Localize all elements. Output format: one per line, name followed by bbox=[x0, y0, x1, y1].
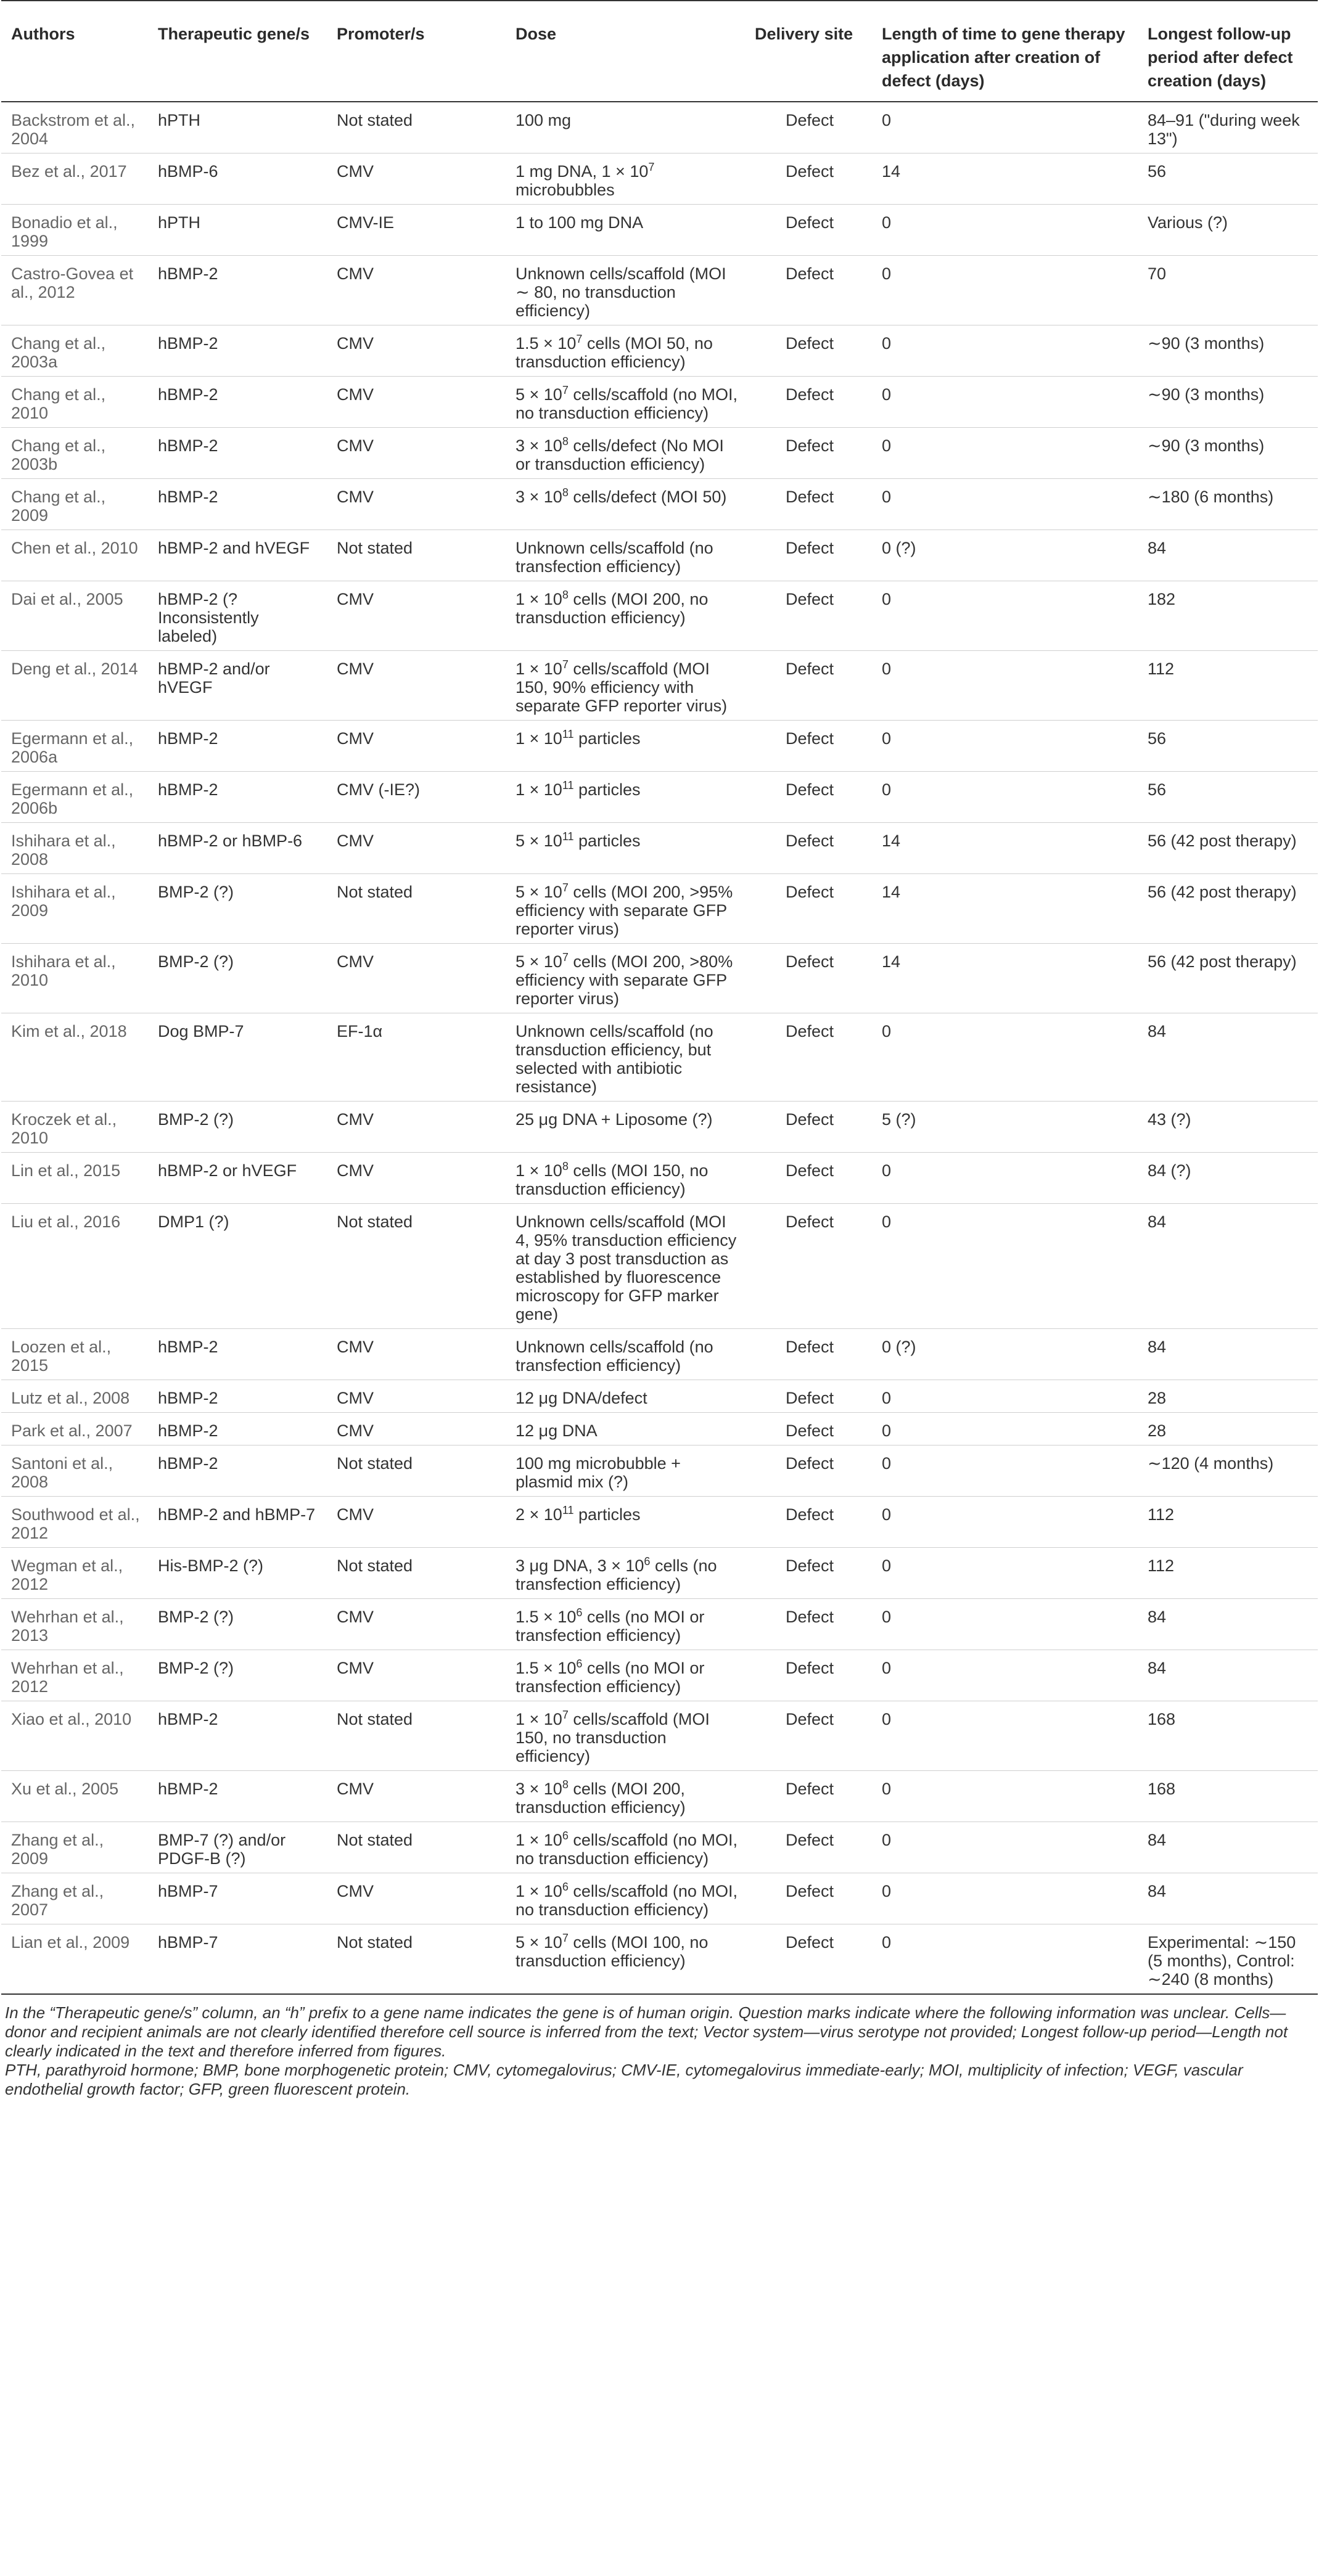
cell-author: Wegman et al., 2012 bbox=[1, 1548, 148, 1599]
cell-gene: DMP1 (?) bbox=[148, 1204, 327, 1329]
cell-delivery-site: Defect bbox=[745, 1153, 872, 1204]
cell-author: Xiao et al., 2010 bbox=[1, 1701, 148, 1771]
cell-dose: Unknown cells/scaffold (no transduction efficiency, but selected with antibiotic resistance) bbox=[506, 1013, 745, 1102]
cell-gene: hBMP-7 bbox=[148, 1873, 327, 1924]
cell-dose: $1 \times 10^6$ cells/scaffold (no MOI, no transduction efficiency) bbox=[506, 1822, 745, 1873]
cell-author: Southwood et al., 2012 bbox=[1, 1497, 148, 1548]
header-delivery-site: Delivery site bbox=[745, 1, 872, 102]
cell-delivery-site: Defect bbox=[745, 1413, 872, 1445]
cell-follow-up: 56 (42 post therapy) bbox=[1138, 944, 1318, 1013]
table-row bbox=[1, 153, 1318, 205]
abbreviations-text: PTH, parathyroid hormone; BMP, bone morphogenetic protein; CMV, cytomegalovirus; CMV-IE, cytomegalovirus immediate-early; MOI, multiplicity of infection; VEGF, vascular endothelial growth factor; GFP, green fluorescent protein. bbox=[5, 2061, 1243, 2098]
cell-follow-up: 84 bbox=[1138, 530, 1318, 581]
cell-time-to-application: 0 bbox=[872, 1548, 1138, 1599]
cell-delivery-site: Defect bbox=[745, 428, 872, 479]
cell-dose: $1.5 \times 10^6$ cells (no MOI or transfection efficiency) bbox=[506, 1650, 745, 1701]
cell-delivery-site: Defect bbox=[745, 1102, 872, 1153]
table-row bbox=[1, 651, 1318, 721]
cell-promoter: Not stated bbox=[327, 874, 506, 944]
cell-time-to-application: 0 bbox=[872, 1822, 1138, 1873]
cell-gene: hPTH bbox=[148, 205, 327, 256]
cell-gene: hPTH bbox=[148, 102, 327, 153]
cell-promoter: CMV bbox=[327, 1153, 506, 1204]
cell-follow-up: 84 bbox=[1138, 1873, 1318, 1924]
cell-follow-up: Various (?) bbox=[1138, 205, 1318, 256]
cell-author: Ishihara et al., 2008 bbox=[1, 823, 148, 874]
table-row bbox=[1, 1701, 1318, 1771]
cell-author: Chang et al., 2003a bbox=[1, 325, 148, 377]
gene-therapy-table bbox=[1, 0, 1318, 1995]
cell-time-to-application: 0 bbox=[872, 1599, 1138, 1650]
cell-gene: hBMP-2 bbox=[148, 1771, 327, 1822]
header-row bbox=[1, 1, 1318, 102]
cell-gene: hBMP-2 bbox=[148, 1380, 327, 1413]
cell-dose: Unknown cells/scaffold (no transfection efficiency) bbox=[506, 1329, 745, 1380]
cell-dose: 1 mg DNA, $1 \times 10^7$ microbubbles bbox=[506, 153, 745, 205]
cell-promoter: Not stated bbox=[327, 1204, 506, 1329]
cell-author: Ishihara et al., 2010 bbox=[1, 944, 148, 1013]
cell-author: Bez et al., 2017 bbox=[1, 153, 148, 205]
cell-follow-up: 28 bbox=[1138, 1413, 1318, 1445]
cell-follow-up: 43 (?) bbox=[1138, 1102, 1318, 1153]
cell-gene: BMP-2 (?) bbox=[148, 1102, 327, 1153]
cell-follow-up: 56 bbox=[1138, 153, 1318, 205]
cell-delivery-site: Defect bbox=[745, 1924, 872, 1995]
cell-promoter: CMV bbox=[327, 256, 506, 325]
cell-time-to-application: 14 bbox=[872, 153, 1138, 205]
cell-promoter: CMV bbox=[327, 479, 506, 530]
cell-promoter: CMV bbox=[327, 651, 506, 721]
cell-promoter: CMV bbox=[327, 325, 506, 377]
cell-dose: $1 \times 10^8$ cells (MOI 200, no transduction efficiency) bbox=[506, 581, 745, 651]
table-row bbox=[1, 1329, 1318, 1380]
table-row bbox=[1, 1445, 1318, 1497]
cell-follow-up: 168 bbox=[1138, 1771, 1318, 1822]
cell-dose: $5 \times 10^7$ cells (MOI 100, no transduction efficiency) bbox=[506, 1924, 745, 1995]
cell-gene: hBMP-2 bbox=[148, 1413, 327, 1445]
cell-delivery-site: Defect bbox=[745, 1548, 872, 1599]
cell-dose: $1 \times 10^8$ cells (MOI 150, no transduction efficiency) bbox=[506, 1153, 745, 1204]
cell-follow-up: 112 bbox=[1138, 651, 1318, 721]
cell-delivery-site: Defect bbox=[745, 1329, 872, 1380]
cell-time-to-application: 5 (?) bbox=[872, 1102, 1138, 1153]
cell-delivery-site: Defect bbox=[745, 1599, 872, 1650]
cell-delivery-site: Defect bbox=[745, 153, 872, 205]
cell-follow-up: 84 bbox=[1138, 1013, 1318, 1102]
cell-gene: hBMP-6 bbox=[148, 153, 327, 205]
cell-promoter: CMV (-IE?) bbox=[327, 772, 506, 823]
cell-author: Lin et al., 2015 bbox=[1, 1153, 148, 1204]
table-row bbox=[1, 1548, 1318, 1599]
cell-follow-up: 56 bbox=[1138, 772, 1318, 823]
cell-promoter: CMV bbox=[327, 1329, 506, 1380]
cell-gene: BMP-2 (?) bbox=[148, 1650, 327, 1701]
cell-author: Lutz et al., 2008 bbox=[1, 1380, 148, 1413]
header-time-to-application: Length of time to gene therapy application after creation of defect (days) bbox=[872, 1, 1138, 102]
cell-follow-up: ∼90 (3 months) bbox=[1138, 428, 1318, 479]
cell-gene: BMP-2 (?) bbox=[148, 944, 327, 1013]
table-row bbox=[1, 1013, 1318, 1102]
cell-gene: hBMP-7 bbox=[148, 1924, 327, 1995]
table-row bbox=[1, 1822, 1318, 1873]
cell-delivery-site: Defect bbox=[745, 1822, 872, 1873]
cell-promoter: EF-1α bbox=[327, 1013, 506, 1102]
cell-promoter: Not stated bbox=[327, 1822, 506, 1873]
cell-time-to-application: 0 bbox=[872, 479, 1138, 530]
cell-time-to-application: 0 bbox=[872, 1497, 1138, 1548]
cell-gene: hBMP-2 (? Inconsistently labeled) bbox=[148, 581, 327, 651]
cell-gene: hBMP-2 bbox=[148, 377, 327, 428]
cell-time-to-application: 0 bbox=[872, 205, 1138, 256]
cell-delivery-site: Defect bbox=[745, 1771, 872, 1822]
cell-time-to-application: 0 (?) bbox=[872, 530, 1138, 581]
table-row bbox=[1, 944, 1318, 1013]
cell-dose: 100 mg bbox=[506, 102, 745, 153]
cell-author: Santoni et al., 2008 bbox=[1, 1445, 148, 1497]
cell-delivery-site: Defect bbox=[745, 1650, 872, 1701]
cell-dose: $1 \times 10^{11}$ particles bbox=[506, 772, 745, 823]
table-row bbox=[1, 1380, 1318, 1413]
cell-follow-up: Experimental: ∼150 (5 months), Control: ∼240 (8 months) bbox=[1138, 1924, 1318, 1995]
cell-author: Egermann et al., 2006a bbox=[1, 721, 148, 772]
cell-promoter: Not stated bbox=[327, 1548, 506, 1599]
cell-time-to-application: 0 bbox=[872, 1413, 1138, 1445]
cell-gene: hBMP-2 bbox=[148, 325, 327, 377]
cell-dose: $1.5 \times 10^6$ cells (no MOI or transfection efficiency) bbox=[506, 1599, 745, 1650]
table-body bbox=[1, 102, 1318, 1994]
cell-time-to-application: 0 bbox=[872, 377, 1138, 428]
cell-delivery-site: Defect bbox=[745, 823, 872, 874]
cell-time-to-application: 0 (?) bbox=[872, 1329, 1138, 1380]
cell-promoter: CMV bbox=[327, 153, 506, 205]
cell-promoter: Not stated bbox=[327, 530, 506, 581]
cell-delivery-site: Defect bbox=[745, 479, 872, 530]
cell-dose: $3 \times 10^8$ cells/defect (MOI 50) bbox=[506, 479, 745, 530]
cell-gene: hBMP-2 bbox=[148, 256, 327, 325]
cell-promoter: CMV bbox=[327, 1380, 506, 1413]
cell-follow-up: 56 (42 post therapy) bbox=[1138, 874, 1318, 944]
cell-gene: hBMP-2 or hVEGF bbox=[148, 1153, 327, 1204]
cell-follow-up: ∼90 (3 months) bbox=[1138, 377, 1318, 428]
cell-gene: His-BMP-2 (?) bbox=[148, 1548, 327, 1599]
table-row bbox=[1, 1497, 1318, 1548]
cell-delivery-site: Defect bbox=[745, 1013, 872, 1102]
table-footnote bbox=[1, 1995, 1318, 2099]
header-dose: Dose bbox=[506, 1, 745, 102]
cell-gene: hBMP-2 or hBMP-6 bbox=[148, 823, 327, 874]
cell-dose: 1 to 100 mg DNA bbox=[506, 205, 745, 256]
cell-follow-up: 56 bbox=[1138, 721, 1318, 772]
cell-author: Chen et al., 2010 bbox=[1, 530, 148, 581]
cell-follow-up: 84–91 ("during week 13") bbox=[1138, 102, 1318, 153]
cell-time-to-application: 0 bbox=[872, 772, 1138, 823]
cell-delivery-site: Defect bbox=[745, 256, 872, 325]
table-row bbox=[1, 479, 1318, 530]
cell-follow-up: 84 bbox=[1138, 1822, 1318, 1873]
cell-time-to-application: 0 bbox=[872, 721, 1138, 772]
cell-gene: Dog BMP-7 bbox=[148, 1013, 327, 1102]
cell-gene: hBMP-2 bbox=[148, 1329, 327, 1380]
cell-dose: 12 μg DNA/defect bbox=[506, 1380, 745, 1413]
table-row bbox=[1, 1153, 1318, 1204]
cell-promoter: Not stated bbox=[327, 1445, 506, 1497]
cell-gene: BMP-2 (?) bbox=[148, 1599, 327, 1650]
cell-delivery-site: Defect bbox=[745, 1445, 872, 1497]
cell-dose: 25 μg DNA + Liposome (?) bbox=[506, 1102, 745, 1153]
cell-gene: hBMP-2 and hVEGF bbox=[148, 530, 327, 581]
header-follow-up: Longest follow-up period after defect creation (days) bbox=[1138, 1, 1318, 102]
cell-time-to-application: 0 bbox=[872, 1771, 1138, 1822]
cell-dose: $5 \times 10^7$ cells/scaffold (no MOI, no transduction efficiency) bbox=[506, 377, 745, 428]
table-row bbox=[1, 1873, 1318, 1924]
table-row bbox=[1, 1102, 1318, 1153]
cell-promoter: CMV bbox=[327, 581, 506, 651]
cell-delivery-site: Defect bbox=[745, 102, 872, 153]
cell-promoter: Not stated bbox=[327, 1701, 506, 1771]
cell-dose: $3 \times 10^8$ cells (MOI 200, transduction efficiency) bbox=[506, 1771, 745, 1822]
cell-time-to-application: 0 bbox=[872, 1204, 1138, 1329]
cell-promoter: Not stated bbox=[327, 1924, 506, 1995]
cell-author: Zhang et al., 2007 bbox=[1, 1873, 148, 1924]
cell-promoter: CMV bbox=[327, 377, 506, 428]
cell-dose: $5 \times 10^{11}$ particles bbox=[506, 823, 745, 874]
cell-delivery-site: Defect bbox=[745, 651, 872, 721]
cell-time-to-application: 0 bbox=[872, 102, 1138, 153]
cell-follow-up: 70 bbox=[1138, 256, 1318, 325]
cell-dose: $2 \times 10^{11}$ particles bbox=[506, 1497, 745, 1548]
cell-delivery-site: Defect bbox=[745, 874, 872, 944]
cell-author: Xu et al., 2005 bbox=[1, 1771, 148, 1822]
cell-author: Kim et al., 2018 bbox=[1, 1013, 148, 1102]
header-authors: Authors bbox=[1, 1, 148, 102]
cell-promoter: CMV bbox=[327, 944, 506, 1013]
cell-promoter: CMV bbox=[327, 1413, 506, 1445]
cell-author: Dai et al., 2005 bbox=[1, 581, 148, 651]
cell-delivery-site: Defect bbox=[745, 1701, 872, 1771]
cell-dose: $1 \times 10^7$ cells/scaffold (MOI 150, no transduction efficiency) bbox=[506, 1701, 745, 1771]
cell-time-to-application: 14 bbox=[872, 874, 1138, 944]
cell-promoter: CMV bbox=[327, 823, 506, 874]
cell-promoter: CMV bbox=[327, 1873, 506, 1924]
cell-follow-up: ∼120 (4 months) bbox=[1138, 1445, 1318, 1497]
cell-follow-up: 112 bbox=[1138, 1497, 1318, 1548]
table-row bbox=[1, 1599, 1318, 1650]
cell-follow-up: 168 bbox=[1138, 1701, 1318, 1771]
cell-delivery-site: Defect bbox=[745, 581, 872, 651]
cell-time-to-application: 0 bbox=[872, 1701, 1138, 1771]
cell-follow-up: ∼180 (6 months) bbox=[1138, 479, 1318, 530]
cell-promoter: Not stated bbox=[327, 102, 506, 153]
cell-delivery-site: Defect bbox=[745, 205, 872, 256]
cell-dose: Unknown cells/scaffold (no transfection efficiency) bbox=[506, 530, 745, 581]
cell-follow-up: ∼90 (3 months) bbox=[1138, 325, 1318, 377]
cell-time-to-application: 0 bbox=[872, 651, 1138, 721]
cell-dose: $1 \times 10^7$ cells/scaffold (MOI 150, 90% efficiency with separate GFP reporter virus) bbox=[506, 651, 745, 721]
cell-delivery-site: Defect bbox=[745, 530, 872, 581]
cell-gene: hBMP-2 bbox=[148, 1445, 327, 1497]
cell-time-to-application: 0 bbox=[872, 1380, 1138, 1413]
cell-author: Egermann et al., 2006b bbox=[1, 772, 148, 823]
cell-time-to-application: 14 bbox=[872, 823, 1138, 874]
cell-delivery-site: Defect bbox=[745, 1873, 872, 1924]
cell-author: Wehrhan et al., 2013 bbox=[1, 1599, 148, 1650]
table-row bbox=[1, 102, 1318, 153]
cell-follow-up: 28 bbox=[1138, 1380, 1318, 1413]
cell-delivery-site: Defect bbox=[745, 944, 872, 1013]
cell-author: Ishihara et al., 2009 bbox=[1, 874, 148, 944]
header-promoter: Promoter/s bbox=[327, 1, 506, 102]
table-row bbox=[1, 377, 1318, 428]
cell-dose: $3 \times 10^8$ cells/defect (No MOI or transduction efficiency) bbox=[506, 428, 745, 479]
cell-promoter: CMV bbox=[327, 428, 506, 479]
cell-time-to-application: 0 bbox=[872, 1013, 1138, 1102]
cell-time-to-application: 0 bbox=[872, 428, 1138, 479]
cell-promoter: CMV bbox=[327, 1771, 506, 1822]
cell-follow-up: 84 bbox=[1138, 1599, 1318, 1650]
cell-author: Chang et al., 2003b bbox=[1, 428, 148, 479]
cell-time-to-application: 0 bbox=[872, 1650, 1138, 1701]
table-row bbox=[1, 428, 1318, 479]
cell-time-to-application: 0 bbox=[872, 256, 1138, 325]
cell-follow-up: 84 bbox=[1138, 1204, 1318, 1329]
footnote-text: In the “Therapeutic gene/s” column, an “h” prefix to a gene name indicates the gene is of human origin. Question marks indicate where the following information was unclear. Cells—donor and recipient animals are not clearly identified therefore cell source is inferred from the text; Vector system—virus serotype not provided; Longest follow-up period—Length not clearly indicated in the text and therefore inferred from figures. bbox=[5, 2003, 1288, 2060]
table-row bbox=[1, 256, 1318, 325]
cell-follow-up: 182 bbox=[1138, 581, 1318, 651]
table-row bbox=[1, 874, 1318, 944]
cell-time-to-application: 0 bbox=[872, 1153, 1138, 1204]
table-row bbox=[1, 1204, 1318, 1329]
cell-dose: $1 \times 10^{11}$ particles bbox=[506, 721, 745, 772]
table-row bbox=[1, 205, 1318, 256]
cell-delivery-site: Defect bbox=[745, 1497, 872, 1548]
cell-gene: hBMP-2 bbox=[148, 721, 327, 772]
table-row bbox=[1, 1413, 1318, 1445]
cell-author: Chang et al., 2010 bbox=[1, 377, 148, 428]
table-row bbox=[1, 325, 1318, 377]
table-row bbox=[1, 581, 1318, 651]
cell-gene: hBMP-2 and/or hVEGF bbox=[148, 651, 327, 721]
cell-time-to-application: 0 bbox=[872, 1873, 1138, 1924]
cell-author: Park et al., 2007 bbox=[1, 1413, 148, 1445]
cell-author: Wehrhan et al., 2012 bbox=[1, 1650, 148, 1701]
cell-promoter: CMV bbox=[327, 1102, 506, 1153]
cell-follow-up: 84 bbox=[1138, 1329, 1318, 1380]
cell-delivery-site: Defect bbox=[745, 377, 872, 428]
table-row bbox=[1, 1924, 1318, 1995]
cell-gene: hBMP-2 bbox=[148, 1701, 327, 1771]
cell-gene: BMP-7 (?) and/or PDGF-B (?) bbox=[148, 1822, 327, 1873]
cell-follow-up: 84 (?) bbox=[1138, 1153, 1318, 1204]
cell-author: Liu et al., 2016 bbox=[1, 1204, 148, 1329]
cell-promoter: CMV-IE bbox=[327, 205, 506, 256]
cell-gene: BMP-2 (?) bbox=[148, 874, 327, 944]
cell-dose: $1 \times 10^6$ cells/scaffold (no MOI, no transduction efficiency) bbox=[506, 1873, 745, 1924]
cell-delivery-site: Defect bbox=[745, 772, 872, 823]
cell-time-to-application: 0 bbox=[872, 581, 1138, 651]
cell-author: Chang et al., 2009 bbox=[1, 479, 148, 530]
cell-author: Kroczek et al., 2010 bbox=[1, 1102, 148, 1153]
cell-dose: $1.5 \times 10^7$ cells (MOI 50, no transduction efficiency) bbox=[506, 325, 745, 377]
cell-delivery-site: Defect bbox=[745, 721, 872, 772]
cell-time-to-application: 0 bbox=[872, 1924, 1138, 1995]
cell-follow-up: 56 (42 post therapy) bbox=[1138, 823, 1318, 874]
cell-follow-up: 84 bbox=[1138, 1650, 1318, 1701]
cell-gene: hBMP-2 and hBMP-7 bbox=[148, 1497, 327, 1548]
cell-dose: Unknown cells/scaffold (MOI ∼ 80, no transduction efficiency) bbox=[506, 256, 745, 325]
cell-promoter: CMV bbox=[327, 1650, 506, 1701]
cell-delivery-site: Defect bbox=[745, 1380, 872, 1413]
cell-author: Zhang et al., 2009 bbox=[1, 1822, 148, 1873]
cell-author: Backstrom et al., 2004 bbox=[1, 102, 148, 153]
cell-delivery-site: Defect bbox=[745, 1204, 872, 1329]
cell-dose: 3 μg DNA, $3 \times 10^6$ cells (no transfection efficiency) bbox=[506, 1548, 745, 1599]
cell-dose: 12 μg DNA bbox=[506, 1413, 745, 1445]
cell-time-to-application: 0 bbox=[872, 325, 1138, 377]
cell-time-to-application: 0 bbox=[872, 1445, 1138, 1497]
cell-follow-up: 112 bbox=[1138, 1548, 1318, 1599]
table-row bbox=[1, 823, 1318, 874]
table-row bbox=[1, 1771, 1318, 1822]
cell-time-to-application: 14 bbox=[872, 944, 1138, 1013]
table-row bbox=[1, 772, 1318, 823]
cell-dose: $5 \times 10^7$ cells (MOI 200, >80% efficiency with separate GFP reporter virus) bbox=[506, 944, 745, 1013]
cell-dose: Unknown cells/scaffold (MOI 4, 95% transduction efficiency at day 3 post transduction as established by fluorescence microscopy for GFP marker gene) bbox=[506, 1204, 745, 1329]
cell-author: Loozen et al., 2015 bbox=[1, 1329, 148, 1380]
cell-dose: 100 mg microbubble + plasmid mix (?) bbox=[506, 1445, 745, 1497]
cell-author: Bonadio et al., 1999 bbox=[1, 205, 148, 256]
cell-delivery-site: Defect bbox=[745, 325, 872, 377]
cell-author: Castro-Govea et al., 2012 bbox=[1, 256, 148, 325]
cell-promoter: CMV bbox=[327, 1497, 506, 1548]
table-row bbox=[1, 721, 1318, 772]
cell-gene: hBMP-2 bbox=[148, 428, 327, 479]
cell-author: Deng et al., 2014 bbox=[1, 651, 148, 721]
cell-author: Lian et al., 2009 bbox=[1, 1924, 148, 1995]
cell-promoter: CMV bbox=[327, 1599, 506, 1650]
table-row bbox=[1, 530, 1318, 581]
header-gene: Therapeutic gene/s bbox=[148, 1, 327, 102]
cell-promoter: CMV bbox=[327, 721, 506, 772]
cell-dose: $5 \times 10^7$ cells (MOI 200, >95% efficiency with separate GFP reporter virus) bbox=[506, 874, 745, 944]
table-row bbox=[1, 1650, 1318, 1701]
cell-gene: hBMP-2 bbox=[148, 772, 327, 823]
cell-gene: hBMP-2 bbox=[148, 479, 327, 530]
